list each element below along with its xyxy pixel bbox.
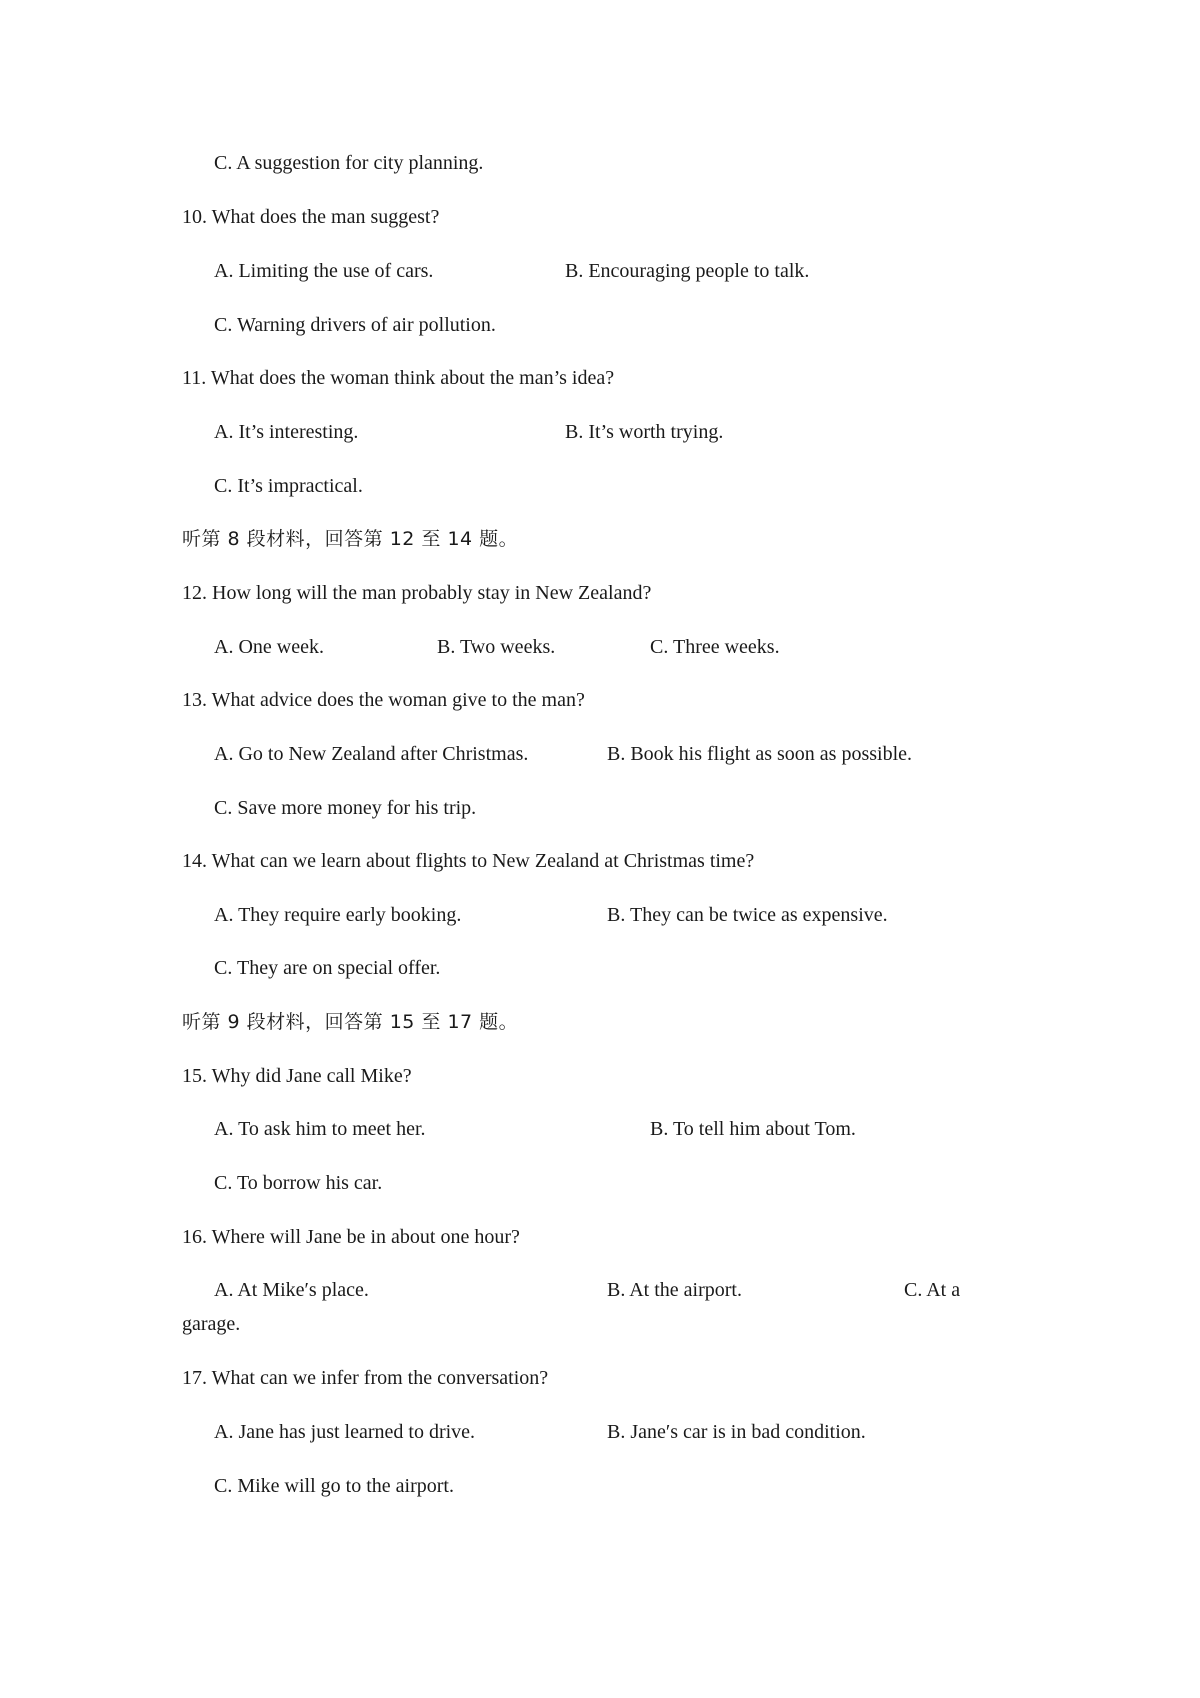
q14-question: 14. What can we learn about flights to New Zealand at Christmas time? [182,850,755,872]
q14-option-a: A. They require early booking. [214,904,462,926]
q16-option-c: C. At a [904,1279,961,1301]
q12-option-b: B. Two weeks. [437,636,556,658]
q16-option-c-continued: garage. [182,1313,241,1335]
q17-option-a: A. Jane has just learned to drive. [214,1421,476,1443]
q11-option-a: A. It’s interesting. [214,421,359,443]
q11-question: 11. What does the woman think about the man’s idea? [182,367,615,389]
q13-option-a: A. Go to New Zealand after Christmas. [214,743,529,765]
q9-option-c: C. A suggestion for city planning. [214,152,484,174]
q16-option-b: B. At the airport. [607,1279,742,1301]
q17-question: 17. What can we infer from the conversation? [182,1367,549,1389]
q15-question: 15. Why did Jane call Mike? [182,1065,412,1087]
q15-option-b: B. To tell him about Tom. [650,1118,856,1140]
q16-option-a: A. At Mike′s place. [214,1279,369,1301]
q10-question: 10. What does the man suggest? [182,206,440,228]
q10-option-a: A. Limiting the use of cars. [214,260,434,282]
q17-option-b: B. Jane′s car is in bad condition. [607,1421,866,1443]
q11-option-c: C. It’s impractical. [214,475,363,497]
q12-question: 12. How long will the man probably stay in New Zealand? [182,582,652,604]
q14-option-b: B. They can be twice as expensive. [607,904,888,926]
section-8-heading: 听第 8 段材料，回答第 12 至 14 题。 [182,528,519,550]
q12-option-c: C. Three weeks. [650,636,780,658]
section-9-heading: 听第 9 段材料，回答第 15 至 17 题。 [182,1011,519,1033]
q15-option-a: A. To ask him to meet her. [214,1118,426,1140]
q14-option-c: C. They are on special offer. [214,957,441,979]
q13-question: 13. What advice does the woman give to the man? [182,689,585,711]
q16-question: 16. Where will Jane be in about one hour? [182,1226,520,1248]
q17-option-c: C. Mike will go to the airport. [214,1475,454,1497]
q13-option-b: B. Book his flight as soon as possible. [607,743,913,765]
q10-option-c: C. Warning drivers of air pollution. [214,314,496,336]
q12-option-a: A. One week. [214,636,324,658]
q15-option-c: C. To borrow his car. [214,1172,383,1194]
q11-option-b: B. It’s worth trying. [565,421,724,443]
q13-option-c: C. Save more money for his trip. [214,797,477,819]
q10-option-b: B. Encouraging people to talk. [565,260,810,282]
